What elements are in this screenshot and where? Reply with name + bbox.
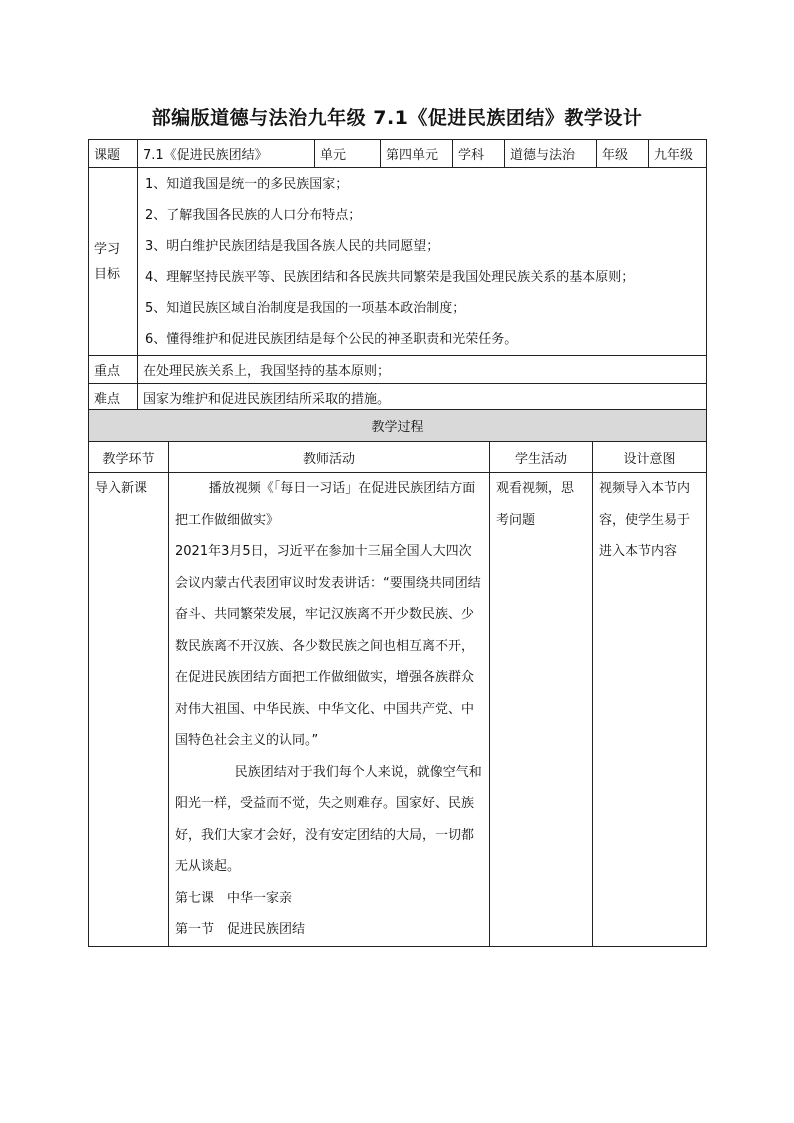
teacher-paragraph: 第一节 促进民族团结 (175, 922, 306, 937)
column-header: 设计意图 (593, 442, 707, 473)
process-title-row (89, 410, 707, 442)
unit-value: 第四单元 (381, 140, 453, 168)
process-title: 教学过程 (89, 410, 707, 442)
objective-item: 6、懂得维护和促进民族团结是每个公民的神圣职责和光荣任务。 (145, 332, 518, 347)
design-intent-cell: 视频导入本节内容，使学生易于进入本节内容 (593, 473, 707, 947)
difficulty-label: 难点 (89, 384, 138, 411)
key-point-row (89, 356, 707, 384)
keti-label: 课题 (89, 140, 138, 168)
objective-item: 1、知道我国是统一的多民族国家； (145, 177, 349, 192)
subject-value: 道德与法治 (505, 140, 597, 168)
objectives-list (138, 168, 707, 356)
objectives-label (89, 168, 138, 356)
student-activity-cell: 观看视频，思考问题 (490, 473, 593, 947)
objective-item: 2、了解我国各民族的人口分布特点； (145, 208, 362, 223)
teacher-activity-cell (169, 473, 490, 947)
objectives-label-line1: 学习 (94, 241, 121, 257)
objective-item: 5、知道民族区域自治制度是我国的一项基本政治制度； (145, 301, 466, 316)
teacher-paragraph: 2021年3月5日，习近平在参加十三届全国人大四次会议内蒙古代表团审议时发表讲话：“要围绕共同团结奋斗、共同繁荣发展，牢记汉族离不开少数民族、少数民族离不开汉族、各少数民族之间也相互离不开，在促进民族团结方面把工作做细做实，增强各族群众对伟大祖国、中华民族、中华文化、中国共产党、中国特色社会主义的认同。” (175, 544, 481, 748)
objectives-row (89, 168, 707, 356)
teaching-process-table (88, 409, 707, 947)
subject-label: 学科 (453, 140, 505, 168)
keti-value: 7.1《促进民族团结》 (138, 140, 315, 168)
column-header: 学生活动 (490, 442, 593, 473)
course-info-table (88, 139, 707, 411)
unit-label: 单元 (315, 140, 381, 168)
teacher-paragraph: 民族团结对于我们每个人来说，就像空气和阳光一样，受益而不觉，失之则难存。国家好、民族好，我们大家才会好，没有安定团结的大局，一切都无从谈起。 (175, 764, 482, 874)
table-row (89, 473, 707, 947)
key-point-text: 在处理民族关系上，我国坚持的基本原则； (138, 356, 707, 384)
grade-value: 九年级 (649, 140, 707, 168)
header-row (89, 140, 707, 168)
objective-item: 4、理解坚持民族平等、民族团结和各民族共同繁荣是我国处理民族关系的基本原则； (145, 270, 635, 285)
teacher-paragraph: 第七课 中华一家亲 (175, 890, 293, 906)
stage-cell: 导入新课 (89, 473, 169, 947)
document-title: 部编版道德与法治九年级 7.1《促进民族团结》教学设计 (151, 107, 643, 129)
column-header: 教师活动 (169, 442, 490, 473)
objectives-label-line2: 目标 (94, 266, 121, 282)
teacher-paragraph: 播放视频《「每日一习话」在促进民族团结方面把工作做细做实》 (175, 481, 476, 528)
column-header: 教学环节 (89, 442, 169, 473)
objective-item: 3、明白维护民族团结是我国各族人民的共同愿望； (145, 239, 440, 254)
difficulty-text: 国家为维护和促进民族团结所采取的措施。 (138, 384, 707, 411)
key-point-label: 重点 (89, 356, 138, 384)
difficulty-row (89, 384, 707, 411)
process-header-row (89, 442, 707, 473)
grade-label: 年级 (597, 140, 649, 168)
